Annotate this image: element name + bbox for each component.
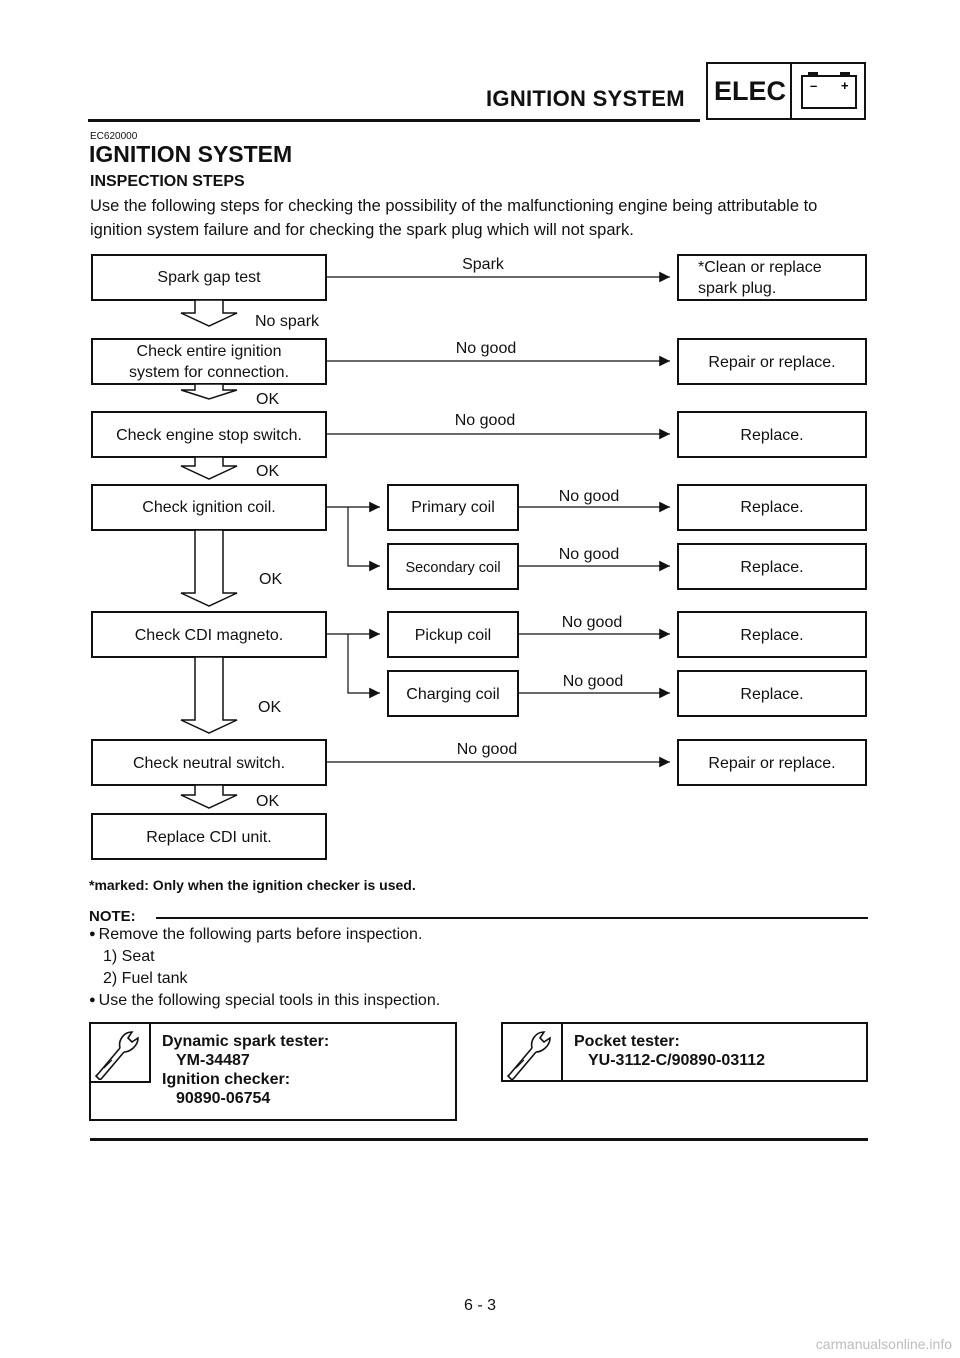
subheading: INSPECTION STEPS — [90, 173, 245, 190]
down-arrow — [181, 657, 237, 733]
step-label: Check engine stop switch. — [116, 427, 302, 444]
result-label: Repair or replace. — [708, 354, 836, 371]
arrow-label: No good — [456, 741, 518, 758]
down-arrow — [181, 457, 237, 479]
down-arrow — [181, 785, 237, 808]
down-label: OK — [256, 793, 280, 810]
note-text: Remove the following parts before inspection. — [98, 926, 423, 943]
wrench-icon — [504, 1026, 558, 1080]
down-label: OK — [258, 699, 282, 716]
result-replace — [678, 485, 866, 530]
subcheck-charging-coil — [388, 671, 518, 716]
note-item-2: 2) Fuel tank — [103, 970, 188, 987]
bullet-icon: ● — [89, 928, 96, 940]
arrow-label: Spark — [462, 256, 504, 273]
result-label-line2: spark plug. — [698, 280, 777, 297]
down-arrow — [181, 384, 237, 399]
step-check-engine-stop-switch — [92, 412, 326, 457]
battery-plus: + — [841, 78, 849, 93]
step-label-line2: system for connection. — [128, 364, 290, 381]
note-item-1: 1) Seat — [103, 948, 155, 965]
step-replace-cdi-unit — [92, 814, 326, 859]
watermark: carmanualsonline.info — [815, 1336, 952, 1352]
subcheck-label: Charging coil — [406, 686, 500, 703]
subcheck-label: Primary coil — [411, 499, 495, 516]
step-label: Check ignition coil. — [142, 499, 276, 516]
tool-name: Dynamic spark tester: — [162, 1033, 330, 1050]
tool-box-divider — [149, 1022, 151, 1082]
subcheck-primary-coil — [388, 485, 518, 530]
header-title: IGNITION SYSTEM — [486, 86, 685, 111]
step-label: Spark gap test — [157, 269, 261, 286]
result-label: Replace. — [740, 559, 804, 576]
arrow-label: No good — [455, 340, 517, 357]
result-replace — [678, 671, 866, 716]
down-label: No spark — [255, 313, 320, 330]
result-clean-or-replace — [678, 255, 866, 300]
step-check-neutral-switch — [92, 740, 326, 785]
subcheck-label: Secondary coil — [405, 560, 501, 576]
section-code: EC620000 — [90, 131, 138, 142]
tool-number: YM-34487 — [176, 1052, 250, 1069]
result-label: Replace. — [740, 686, 804, 703]
down-label: OK — [256, 463, 280, 480]
tool-number: YU-3112-C/90890-03112 — [588, 1052, 766, 1069]
arrow-label: No good — [558, 546, 620, 563]
battery-minus: – — [810, 78, 818, 93]
arrow-label: No good — [561, 614, 623, 631]
step-spark-gap-test — [92, 255, 326, 300]
result-replace — [678, 544, 866, 589]
page-number: 6 - 3 — [463, 1297, 496, 1314]
tool-number: 90890-06754 — [176, 1090, 271, 1107]
step-check-ignition-coil — [92, 485, 326, 530]
step-label: Check CDI magneto. — [134, 627, 284, 644]
subcheck-secondary-coil — [388, 544, 518, 589]
arrow-label: No good — [558, 488, 620, 505]
result-label: Repair or replace. — [708, 755, 836, 772]
wrench-icon — [92, 1026, 146, 1080]
step-label: Replace CDI unit. — [146, 829, 272, 846]
down-label: OK — [256, 391, 280, 408]
step-check-entire-ignition — [92, 339, 326, 384]
arrow-branch — [348, 634, 380, 693]
result-label-line1: *Clean or replace — [698, 259, 822, 276]
footnote: *marked: Only when the ignition checker is used. — [89, 877, 416, 893]
tool-name: Pocket tester: — [574, 1033, 680, 1050]
step-label-line1: Check entire ignition — [136, 343, 282, 360]
note-bullet-2 — [89, 992, 440, 1010]
down-arrow — [181, 530, 237, 606]
bottom-rule — [90, 1138, 868, 1141]
tool-box-divider — [561, 1022, 563, 1082]
arrow-label: No good — [454, 412, 516, 429]
note-rule — [156, 917, 868, 919]
result-label: Replace. — [740, 627, 804, 644]
step-label: Check neutral switch. — [132, 755, 286, 772]
arrow-label: No good — [562, 673, 624, 690]
down-label: OK — [259, 571, 283, 588]
section-title: IGNITION SYSTEM — [89, 141, 293, 167]
result-label: Replace. — [740, 427, 804, 444]
arrow-branch — [348, 507, 380, 566]
tool-name: Ignition checker: — [162, 1071, 291, 1088]
subcheck-label: Pickup coil — [414, 627, 492, 644]
result-repair-or-replace — [678, 339, 866, 384]
step-check-cdi-magneto — [92, 612, 326, 657]
bullet-icon: ● — [89, 994, 96, 1006]
subcheck-pickup-coil — [388, 612, 518, 657]
tool-box-divider — [89, 1081, 151, 1083]
note-bullet-1 — [89, 926, 422, 944]
note-text: Use the following special tools in this inspection. — [98, 992, 441, 1009]
note-label: NOTE: — [89, 908, 136, 925]
intro-paragraph: Use the following steps for checking the possibility of the malfunctioning engine being attributable to ignition system failure and for checking the spark plug which will not spark. — [90, 197, 818, 239]
result-repair-or-replace — [678, 740, 866, 785]
result-replace — [678, 412, 866, 457]
elec-badge-text: ELEC — [714, 76, 787, 106]
down-arrow — [181, 300, 237, 326]
result-label: Replace. — [740, 499, 804, 516]
result-replace — [678, 612, 866, 657]
